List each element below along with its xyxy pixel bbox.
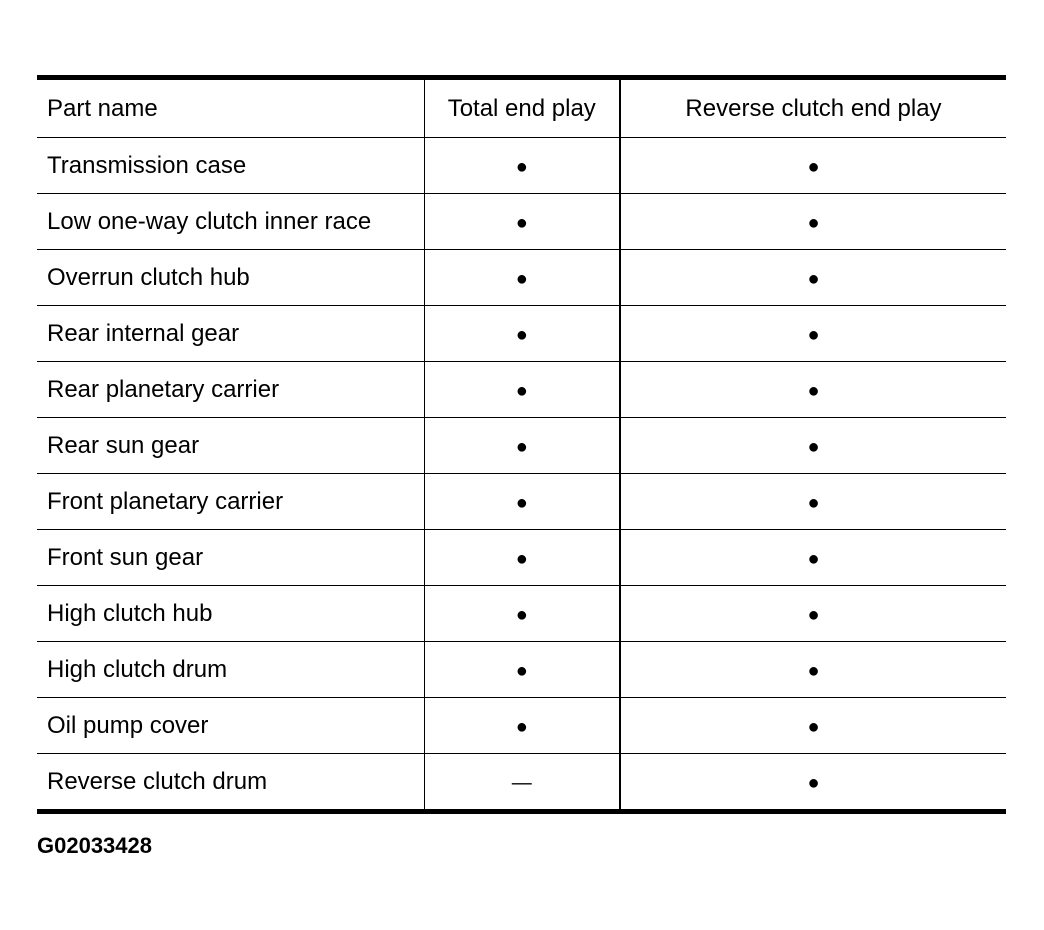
table-row: [37, 530, 1006, 586]
reverse-end-play-cell: [620, 250, 1006, 306]
reverse-end-play-cell: [620, 642, 1006, 698]
total-end-play-cell: [424, 754, 620, 812]
total-end-play-cell: [424, 642, 620, 698]
applies-mark: ●: [515, 659, 528, 682]
reverse-end-play-cell: [620, 474, 1006, 530]
table-row: [37, 306, 1006, 362]
part-name-cell: Rear sun gear: [37, 418, 424, 474]
applies-mark: ●: [515, 267, 528, 290]
part-name-cell: Oil pump cover: [37, 698, 424, 754]
applies-mark: ●: [807, 547, 820, 570]
total-end-play-cell: [424, 530, 620, 586]
part-name-cell: Reverse clutch drum: [37, 754, 424, 812]
table-row: [37, 474, 1006, 530]
applies-mark: ●: [807, 491, 820, 514]
applies-mark: ●: [807, 267, 820, 290]
total-end-play-cell: [424, 586, 620, 642]
applies-mark: ●: [515, 155, 528, 178]
reverse-end-play-cell: [620, 362, 1006, 418]
part-name-cell: Transmission case: [37, 138, 424, 194]
total-end-play-cell: [424, 698, 620, 754]
applies-mark: ●: [807, 659, 820, 682]
applies-mark: ●: [515, 211, 528, 234]
table-row: [37, 642, 1006, 698]
part-name-cell: High clutch drum: [37, 642, 424, 698]
part-name-cell: Front sun gear: [37, 530, 424, 586]
total-end-play-cell: [424, 138, 620, 194]
applies-mark: ●: [515, 491, 528, 514]
applies-mark: ●: [807, 435, 820, 458]
total-end-play-cell: [424, 362, 620, 418]
table-row: [37, 362, 1006, 418]
applies-mark: ●: [515, 435, 528, 458]
table-header-row: [37, 78, 1006, 138]
reverse-end-play-cell: [620, 138, 1006, 194]
parts-table-container: [37, 75, 1006, 814]
reverse-end-play-cell: [620, 530, 1006, 586]
reverse-end-play-cell: [620, 306, 1006, 362]
applies-mark: ●: [807, 379, 820, 402]
header-reverse-clutch-end-play: Reverse clutch end play: [620, 78, 1006, 138]
applies-mark: ●: [807, 603, 820, 626]
part-name-cell: Front planetary carrier: [37, 474, 424, 530]
table-row: [37, 418, 1006, 474]
table-row: [37, 250, 1006, 306]
reverse-end-play-cell: [620, 194, 1006, 250]
reverse-end-play-cell: [620, 586, 1006, 642]
part-name-cell: Low one-way clutch inner race: [37, 194, 424, 250]
applies-mark: ●: [515, 715, 528, 738]
reverse-end-play-cell: [620, 698, 1006, 754]
header-part-name: Part name: [37, 78, 424, 138]
total-end-play-cell: [424, 194, 620, 250]
part-name-cell: Overrun clutch hub: [37, 250, 424, 306]
total-end-play-cell: [424, 250, 620, 306]
part-name-cell: Rear planetary carrier: [37, 362, 424, 418]
figure-code-caption: G02033428: [37, 833, 152, 858]
part-name-cell: High clutch hub: [37, 586, 424, 642]
table-row: [37, 194, 1006, 250]
part-name-cell: Rear internal gear: [37, 306, 424, 362]
applies-mark: ●: [807, 155, 820, 178]
reverse-end-play-cell: [620, 754, 1006, 812]
total-end-play-cell: [424, 306, 620, 362]
total-end-play-cell: [424, 418, 620, 474]
applies-mark: ●: [515, 547, 528, 570]
applies-mark: ●: [515, 603, 528, 626]
applies-mark: ●: [515, 323, 528, 346]
applies-mark: ●: [807, 211, 820, 234]
applies-mark: ●: [807, 323, 820, 346]
header-total-end-play: Total end play: [424, 78, 620, 138]
table-row: [37, 754, 1006, 812]
reverse-end-play-cell: [620, 418, 1006, 474]
table-row: [37, 138, 1006, 194]
total-end-play-cell: [424, 474, 620, 530]
applies-mark: ●: [807, 771, 820, 794]
applies-mark: ●: [807, 715, 820, 738]
end-play-parts-table: [37, 75, 1006, 814]
not-applicable-dash: —: [511, 771, 532, 794]
applies-mark: ●: [515, 379, 528, 402]
table-row: [37, 698, 1006, 754]
table-row: [37, 586, 1006, 642]
